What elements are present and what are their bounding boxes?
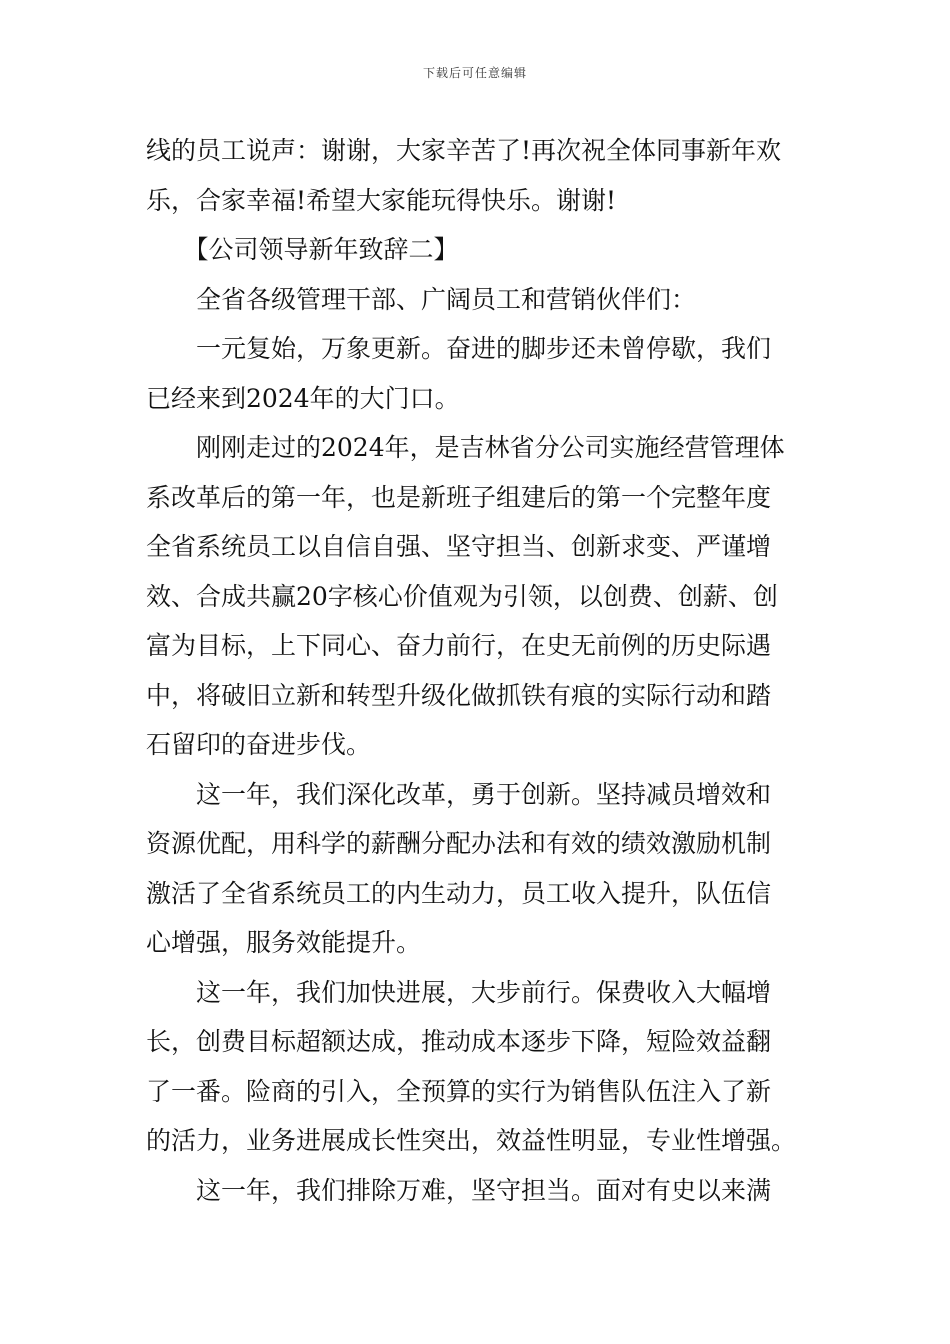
text-line: 这一年，我们排除万难，坚守担当。面对有史以来满 [146, 1175, 772, 1205]
text-line: 乐，合家幸福!希望大家能玩得快乐。谢谢! [146, 185, 617, 215]
text-line: 这一年，我们深化改革，勇于创新。坚持减员增效和 [146, 779, 772, 809]
text-line: 的活力，业务进展成长性突出，效益性明显，专业性增强。 [146, 1126, 797, 1155]
page-header-note: 下载后可任意编辑 [422, 66, 527, 80]
text-line: 刚刚走过的2024年，是吉林省分公司实施经营管理体 [146, 433, 785, 462]
text-line: 心增强，服务效能提升。 [146, 928, 422, 957]
text-line: 线的员工说声：谢谢，大家辛苦了!再次祝全体同事新年欢 [146, 136, 782, 165]
document-body [146, 126, 806, 1215]
text-line: 已经来到2024年的大门口。 [146, 383, 460, 413]
text-line: 一元复始，万象更新。奋进的脚步还未曾停歇，我们 [146, 334, 772, 363]
text-line: 效、合成共赢20字核心价值观为引领，以创费、创薪、创 [146, 581, 778, 611]
text-line: 全省系统员工以自信自强、坚守担当、创新求变、严谨增 [146, 532, 772, 561]
text-line: 资源优配，用科学的薪酬分配办法和有效的绩效激励机制 [146, 829, 772, 858]
section-heading: 【公司领导新年致辞二】 [146, 235, 459, 264]
text-line: 了一番。险商的引入，全预算的实行为销售队伍注入了新 [146, 1076, 772, 1106]
text-line: 系改革后的第一年，也是新班子组建后的第一个完整年度 [146, 482, 772, 512]
text-line: 这一年，我们加快进展，大步前行。保费收入大幅增 [146, 977, 772, 1007]
text-line: 石留印的奋进步伐。 [146, 730, 372, 759]
text-line: 激活了全省系统员工的内生动力，员工收入提升，队伍信 [146, 878, 772, 908]
text-line: 富为目标，上下同心、奋力前行，在史无前例的历史际遇 [146, 631, 772, 660]
text-line: 中，将破旧立新和转型升级化做抓铁有痕的实际行动和踏 [146, 680, 772, 710]
text-line: 长，创费目标超额达成，推动成本逐步下降，短险效益翻 [146, 1027, 772, 1056]
salutation: 全省各级管理干部、广阔员工和营销伙伴们： [146, 284, 697, 314]
